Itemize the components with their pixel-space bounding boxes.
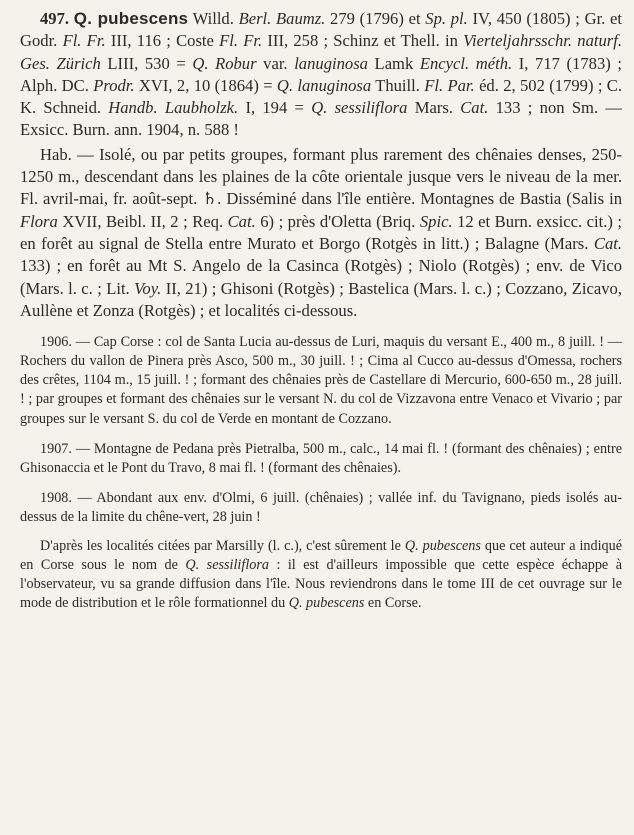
remark-text: que cet auteur a indiqué en Corse sous le nom de — [20, 538, 622, 574]
synonym-name: Q. Robur — [192, 53, 257, 73]
citation-text: Willd. — [188, 9, 239, 28]
remark-paragraph — [20, 537, 622, 613]
citation-title: Cat. — [460, 98, 489, 118]
species-ref: Q. pubescens — [404, 538, 481, 554]
citation-text: Lamk — [367, 53, 420, 73]
species-entry — [20, 8, 622, 322]
habitat-ref: Spic. — [419, 211, 453, 231]
synonym-name: lanuginosa — [294, 53, 368, 73]
habitat-text: 12 et Burn. exsicc. cit.) ; en forêt au signal de Stella entre Murato et Borgo (Rotgès in litt.) ; Balagne (Mars. — [20, 211, 622, 253]
habitat-text: 6) ; près d'Oletta (Briq. — [255, 211, 420, 231]
synonym-name: Q. lanuginosa — [276, 75, 372, 95]
citation-text: var. — [256, 53, 295, 73]
habitat-ref: Cat. — [227, 211, 256, 231]
entry-number: 497. — [40, 9, 70, 28]
citation-text: Mars. — [407, 98, 461, 118]
citation-title: Berl. Baumz. — [238, 9, 326, 28]
citation-text: éd. 2, 502 (1799) ; C. K. Schneid. — [20, 75, 622, 118]
citation-text: XVI, 2, 10 (1864) = — [134, 75, 277, 95]
remark-text: : il est d'ailleurs impossible que cette espèce échappe à l'observateur, vu sa grande diffusion dans l'île. Nous reviendrons dans le tome III de cet ouvrage sur le mode de distribution et le rôle formationnel du — [20, 557, 622, 612]
remark-text: en Corse. — [364, 595, 422, 612]
citation-text: I, 717 (1783) ; Alph. DC. — [20, 53, 622, 95]
citation-text: I, 194 = — [238, 98, 312, 118]
habitat-ref: Voy. — [134, 278, 162, 298]
species-name: Q. pubescens — [73, 9, 189, 28]
citation-title: Encycl. méth. — [419, 53, 513, 73]
citation-text: 133 ; non Sm. — Exsicc. Burn. ann. 1904, n. 588 ! — [20, 98, 622, 140]
records-1908: 1908. — Abondant aux env. d'Olmi, 6 juill. (chênaies) ; vallée inf. du Tavignano, pieds isolés au-dessus de la limite du chêne-vert, 28 juin ! — [20, 489, 622, 525]
habitat-ref: Flora — [20, 211, 58, 231]
citation-title: Sp. pl. — [425, 9, 468, 28]
citation-text: 279 (1796) et — [325, 9, 426, 28]
records-1907: 1907. — Montagne de Pedana près Pietralba, 500 m., calc., 14 mai fl. ! (formant des chênaies) ; entre Ghisonaccia et le Pont du Travo, 8 mai fl. ! (formant des chênaies). — [20, 440, 622, 476]
habitat-ref: Cat. — [593, 233, 622, 253]
citation-title: Prodr. — [93, 75, 135, 95]
citation-text: III, 116 ; Coste — [105, 31, 220, 51]
habitat-text: Hab. — Isolé, ou par petits groupes, formant plus rarement des chênaies denses, 250-1250 m., descendant dans les plaines de la côte orientale jusque vers le niveau de la mer. Fl. avril-mai, fr. août-sept. ♄. Disséminé dans l'île entière. Montagnes de Bastia (Salis in — [20, 144, 622, 209]
species-ref: Q. pubescens — [288, 595, 365, 612]
citation-title: Fl. Fr. — [62, 31, 106, 51]
remark-text: D'après les localités citées par Marsilly (l. c.), c'est sûrement le — [40, 538, 405, 554]
citation-text: IV, 450 (1805) ; Gr. et Godr. — [20, 9, 623, 51]
citation-title: Fl. Fr. — [219, 31, 263, 51]
synonym-name: Q. sessiliflora — [311, 98, 408, 118]
citation-title: Handb. Laubholzk. — [108, 98, 239, 118]
habitat-text: II, 21) ; Ghisoni (Rotgès) ; Bastelica (Mars. l. c.) ; Cozzano, Zicavo, Aullène et Zonza (Rotgès) ; et localités ci-dessous. — [20, 278, 622, 320]
habitat-text: XVII, Beibl. II, 2 ; Req. — [57, 211, 228, 231]
species-ref: Q. sessiliflora — [185, 557, 269, 574]
citation-text: Thuill. — [371, 75, 425, 95]
habitat-paragraph — [20, 144, 622, 322]
habitat-text: 133) ; en forêt au Mt S. Angelo de la Casinca (Rotgès) ; Niolo (Rotgès) ; env. de Vico (Mars. l. c. ; Lit. — [20, 256, 622, 298]
citation-text: LIII, 530 = — [100, 53, 193, 73]
citation-title: Vierteljahrsschr. naturf. Ges. Zürich — [20, 31, 622, 73]
citation-title: Fl. Par. — [424, 75, 475, 95]
entry-header — [20, 8, 622, 142]
records-1906: 1906. — Cap Corse : col de Santa Lucia au-dessus de Luri, maquis du versant E., 400 m., 8 juill. ! — Rochers du vallon de Pinera près Asco, 500 m., 30 juill. ! ; Cima al Cucco au-dessus d'Omessa, rochers des crêtes, 1104 m., 15 juill. ! ; formant des chênaies près de Castellare di Mercurio, 600-650 m., 28 juill. ! ; par groupes et formant des chênaies sur le versant N. du col de Vizzavona entre Venaco et Vivario ; par groupes sur le versant S. du col de Verde en montant de Cozzano. — [20, 334, 622, 427]
citation-text: III, 258 ; Schinz et Thell. in — [262, 31, 464, 51]
